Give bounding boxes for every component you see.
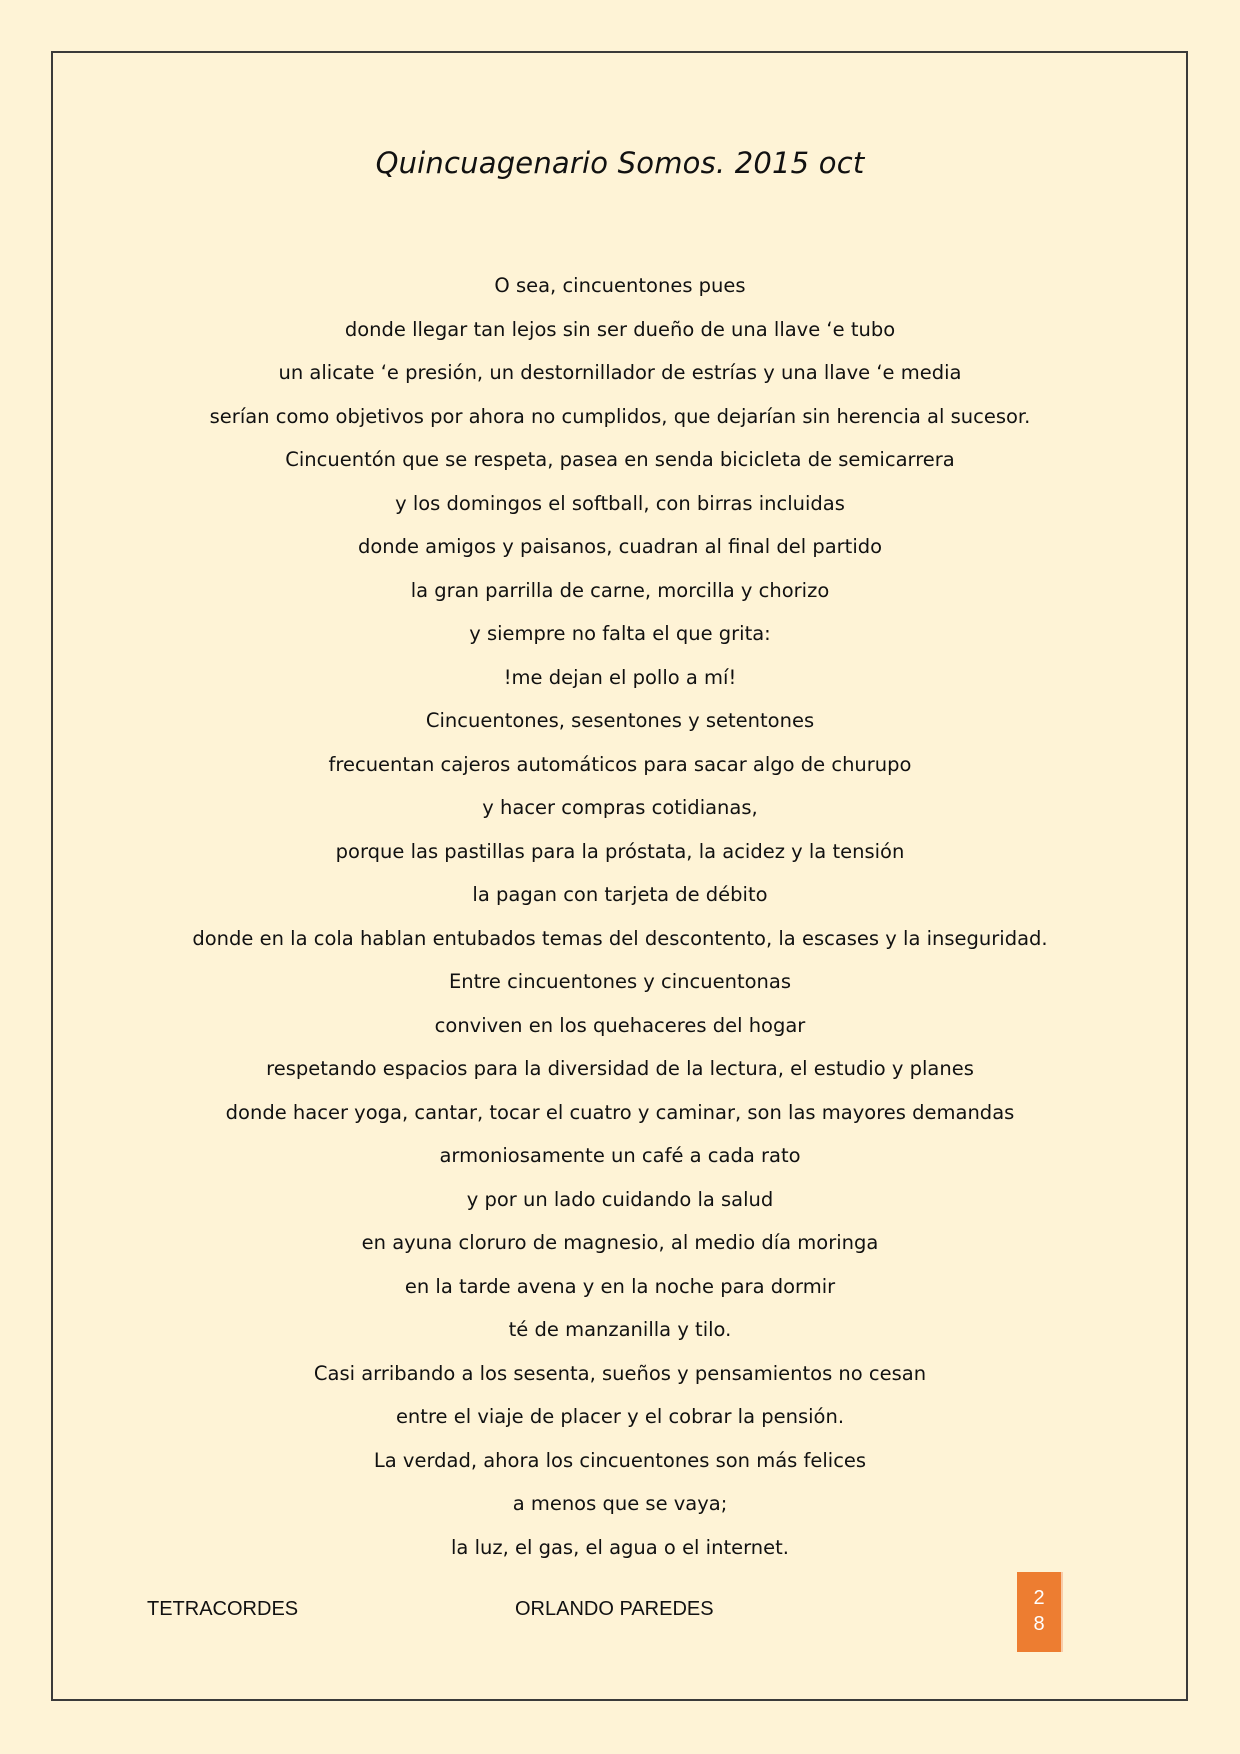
poem-line: Cincuentones, sesentones y setentones: [425, 709, 815, 732]
poem-line: la pagan con tarjeta de débito: [472, 883, 768, 906]
page-number-digit: 2: [1033, 1587, 1045, 1609]
poem-line: O sea, cincuentones pues: [494, 274, 746, 297]
poem-line: a menos que se vaya;: [512, 1492, 728, 1515]
poem-body: [0, 267, 1240, 1572]
page-title: Quincuagenario Somos. 2015 oct: [375, 146, 865, 180]
poem-line: !me dejan el pollo a mí!: [503, 665, 737, 689]
poem-line: y por un lado cuidando la salud: [466, 1187, 774, 1211]
poem-line: respetando espacios para la diversidad de la lectura, el estudio y planes: [266, 1057, 974, 1080]
poem-line: porque las pastillas para la próstata, la acidez y la tensión: [335, 839, 905, 863]
poem-line: donde en la cola hablan entubados temas del descontento, la escases y la inseguridad.: [192, 926, 1048, 950]
page-number-digit: 8: [1033, 1613, 1045, 1635]
poem-line: y los domingos el softball, con birras incluidas: [395, 491, 845, 515]
poem-line: la gran parrilla de carne, morcilla y chorizo: [410, 578, 830, 602]
poem-line: armoniosamente un café a cada rato: [439, 1144, 801, 1167]
poem-line: donde hacer yoga, cantar, tocar el cuatro y caminar, son las mayores demandas: [225, 1100, 1015, 1124]
poem-line: conviven en los quehaceres del hogar: [434, 1013, 806, 1037]
footer-book-title: TETRACORDES: [147, 1598, 299, 1620]
poem-line: Cincuentón que se respeta, pasea en senda bicicleta de semicarrera: [285, 448, 955, 471]
poem-line: en ayuna cloruro de magnesio, al medio día moringa: [361, 1231, 879, 1254]
footer-author: ORLANDO PAREDES: [515, 1598, 714, 1620]
poem-line: Entre cincuentones y cincuentonas: [448, 970, 792, 993]
poem-line: donde llegar tan lejos sin ser dueño de una llave ‘e tubo: [344, 317, 896, 341]
poem-line: un alicate ‘e presión, un destornillador de estrías y una llave ‘e media: [278, 361, 962, 384]
poem-line: y hacer compras cotidianas,: [482, 796, 758, 819]
poem-line: entre el viaje de placer y el cobrar la pensión.: [395, 1405, 845, 1428]
poem-line: té de manzanilla y tilo.: [508, 1318, 732, 1341]
page-number-badge: [1017, 1572, 1063, 1652]
poem-line: donde amigos y paisanos, cuadran al final del partido: [357, 535, 883, 558]
poem-line: la luz, el gas, el agua o el internet.: [451, 1535, 789, 1559]
poem-line: y siempre no falta el que grita:: [469, 622, 771, 645]
poem-line: Casi arribando a los sesenta, sueños y pensamientos no cesan: [313, 1361, 927, 1385]
poem-line: La verdad, ahora los cincuentones son más felices: [373, 1448, 867, 1472]
poem-line: en la tarde avena y en la noche para dormir: [404, 1274, 836, 1298]
poem-line: serían como objetivos por ahora no cumplidos, que dejarían sin herencia al sucesor.: [209, 404, 1031, 428]
poem-line: frecuentan cajeros automáticos para sacar algo de churupo: [328, 752, 912, 776]
